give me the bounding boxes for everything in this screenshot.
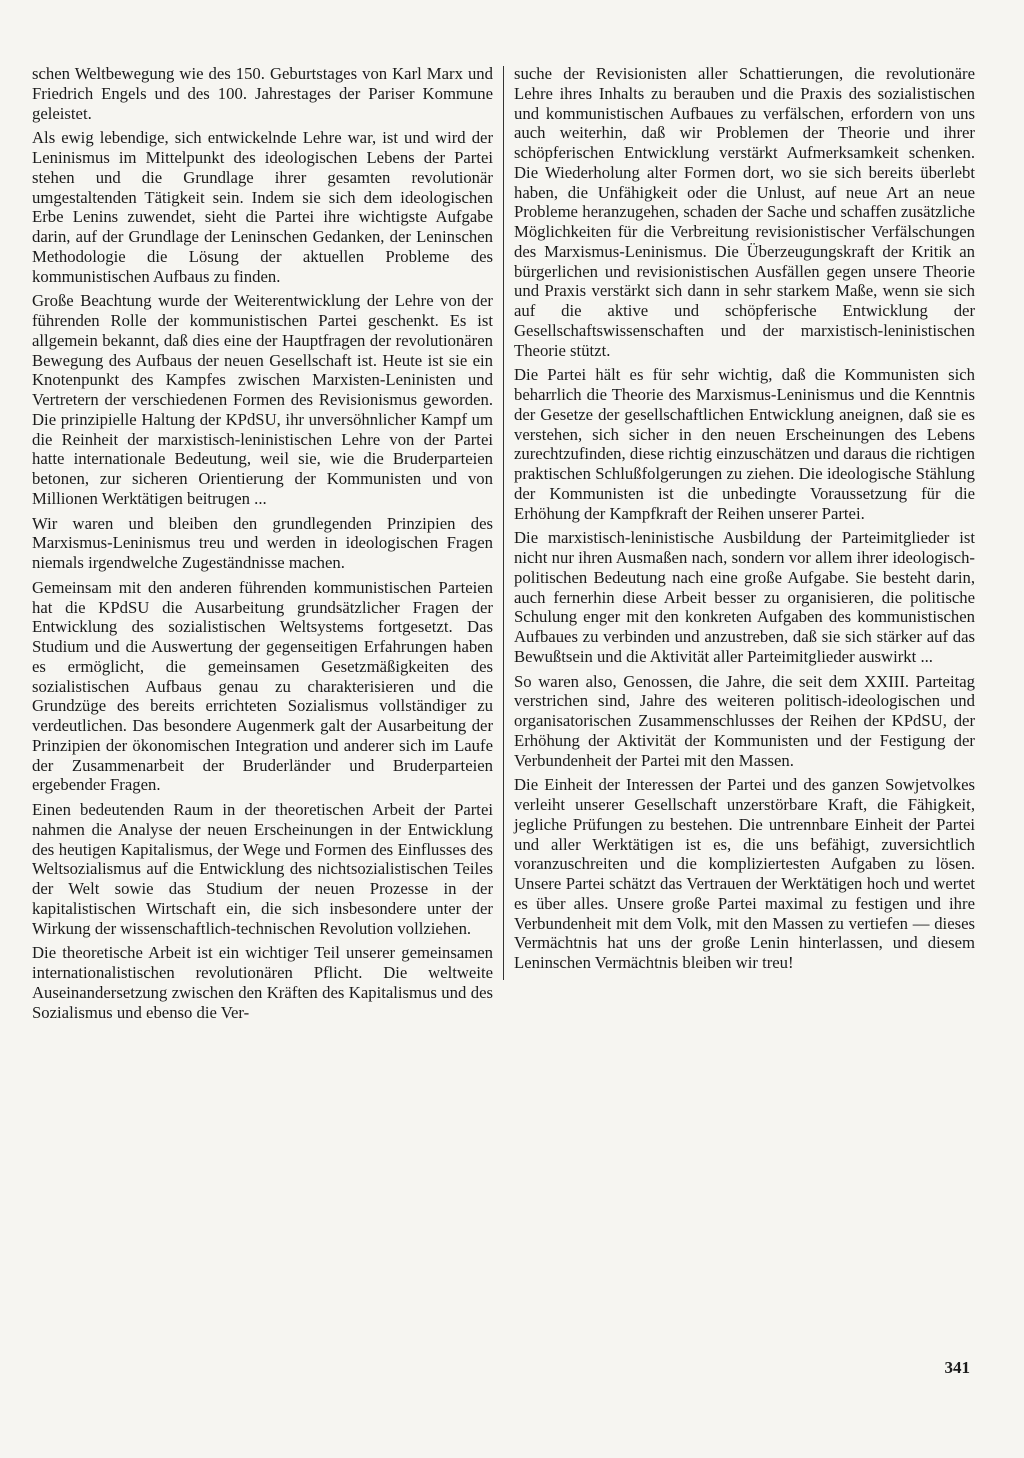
paragraph: Einen bedeutenden Raum in der theoretischen Arbeit der Partei nahmen die Analyse der neuen Erscheinungen in der Entwicklung des heutigen Kapitalismus, der Wege und Formen des Einflusses des Weltsozialismus auf die Entwicklung des nichtsozialistischen Teiles der Welt sowie das Studium der neuen Prozesse in der kapitalistischen Wirtschaft ein, die sich insbesondere unter der Wirkung der wissenschaftlich-technischen Revolution vollziehen. [32,800,493,938]
paragraph: Die Partei hält es für sehr wichtig, daß die Kommunisten sich beharrlich die Theorie des Marxismus-Leninismus und die Kenntnis der Gesetze der gesellschaftlichen Entwicklung aneignen, daß sie es verstehen, sich sicher in den neuen Erscheinungen des Lebens zurechtzufinden, diese richtig einzuschätzen und daraus die richtigen praktischen Schlußfolgerungen zu ziehen. Die ideologische Stählung der Kommunisten ist die unbedingte Voraussetzung für die Erhöhung der Kampfkraft der Reihen unserer Partei. [514,365,975,523]
right-column [514,64,975,978]
paragraph: schen Weltbewegung wie des 150. Geburtstages von Karl Marx und Friedrich Engels und des 100. Jahrestages der Pariser Kommune geleistet. [32,64,493,123]
paragraph: Die marxistisch-leninistische Ausbildung der Parteimitglieder ist nicht nur ihren Ausmaßen nach, sondern vor allem ihrer ideologisch-politischen Bedeutung nach eine große Aufgabe. Sie besteht darin, auch fernerhin diese Arbeit besser zu organisieren, die politische Schulung enger mit den konkreten Aufgaben des kommunistischen Aufbaues zu verbinden und anzustreben, daß sie sich stärker auf das Bewußtsein und die Aktivität aller Parteimitglieder auswirkt ... [514,528,975,666]
paragraph: Die Einheit der Interessen der Partei und des ganzen Sowjetvolkes verleiht unserer Gesellschaft unzerstörbare Kraft, die Fähigkeit, jegliche Prüfungen zu bestehen. Die untrennbare Einheit der Partei und aller Werktätigen ist es, die uns befähigt, zuversichtlich voranzuschreiten und die kompliziertesten Aufgaben zu lösen. Unsere Partei schätzt das Vertrauen der Werktätigen hoch und wertet es über alles. Unsere große Partei maximal zu festigen und ihre Verbundenheit mit dem Volk, mit den Massen zu vertiefen — dieses Vermächtnis hat uns der große Lenin hinterlassen, und diesem Leninschen Vermächtnis bleiben wir treu! [514,775,975,972]
paragraph: Wir waren und bleiben den grundlegenden Prinzipien des Marxismus-Leninismus treu und werden in ideologischen Fragen niemals irgendwelche Zugeständnisse machen. [32,513,493,572]
column-divider [503,66,504,980]
paragraph: Große Beachtung wurde der Weiterentwicklung der Lehre von der führenden Rolle der kommunistischen Partei geschenkt. Es ist allgemein bekannt, daß dies eine der Hauptfragen der revolutionären Bewegung des Aufbaus der neuen Gesellschaft ist. Heute ist sie ein Knotenpunkt des Kampfes zwischen Marxisten-Leninisten und Vertretern der verschiedenen Formen des Revisionismus geworden. Die prinzipielle Haltung der KPdSU, ihr unversöhnlicher Kampf um die Reinheit der marxistisch-leninistischen Lehre von der Partei hatte internationale Bedeutung, weil sie, wie die Bruderparteien betonen, zur sicheren Orientierung der Kommunisten und von Millionen Werktätigen beitrugen ... [32,291,493,508]
paragraph: Als ewig lebendige, sich entwickelnde Lehre war, ist und wird der Leninismus im Mittelpunkt des ideologischen Lebens der Partei stehen und die Grundlage ihrer gesamten revolutionär umgestaltenden Tätigkeit sein. Indem sie sich dem ideologischen Erbe Lenins zuwendet, sieht die Partei ihre wichtigste Aufgabe darin, auf der Grundlage der Leninschen Gedanken, der Leninschen Methodologie die Lösung der aktuellen Probleme des kommunistischen Aufbaus zu finden. [32,128,493,286]
page-number: 341 [944,1358,970,1377]
paragraph: So waren also, Genossen, die Jahre, die seit dem XXIII. Parteitag verstrichen sind, Jahre des weiteren politisch-ideologischen und organisatorischen Zusammenschlusses der Reihen der KPdSU, der Erhöhung der Aktivität der Kommunisten und der Festigung der Verbundenheit der Partei mit den Massen. [514,671,975,770]
paragraph: Die theoretische Arbeit ist ein wichtiger Teil unserer gemeinsamen internationalistischen revolutionären Pflicht. Die weltweite Auseinandersetzung zwischen den Kräften des Kapitalismus und des Sozialismus und ebenso die Ver- [32,943,493,1022]
left-column [32,64,493,1027]
paragraph: suche der Revisionisten aller Schattierungen, die revolutionäre Lehre ihres Inhalts zu berauben und die Praxis des sozialistischen und kommunistischen Aufbaues zu verfälschen, erfordern von uns auch weiterhin, daß wir Problemen der Theorie und ihrer schöpferischen Entwicklung verstärkt Aufmerksamkeit schenken. Die Wiederholung alter Formen dort, wo sie sich bereits überlebt haben, die Unfähigkeit oder die Unlust, auf neue Art an neue Probleme heranzugehen, schaden der Sache und schaffen zusätzliche Möglichkeiten für die Verbreitung revisionistischer Verfälschungen des Marxismus-Leninismus. Die Überzeugungskraft der Kritik an bürgerlichen und revisionistischen Ausfällen gegen unsere Theorie und Praxis verstärkt sich dann in sehr starkem Maße, wenn sie sich auf die aktive und schöpferische Entwicklung der Gesellschaftswissenschaften und der marxistisch-leninistischen Theorie stützt. [514,64,975,360]
paragraph: Gemeinsam mit den anderen führenden kommunistischen Parteien hat die KPdSU die Ausarbeitung grundsätzlicher Fragen der Entwicklung des sozialistischen Weltsystems fortgesetzt. Das Studium und die Auswertung der gegenseitigen Erfahrungen haben es ermöglicht, die gemeinsamen Gesetzmäßigkeiten des sozialistischen Aufbaus genau zu charakterisieren und die Grundzüge des bereits errichteten Sozialismus vollständiger zu verdeutlichen. Das besondere Augenmerk galt der Ausarbeitung der Prinzipien der ökonomischen Integration und anderer sich im Laufe der Zusammenarbeit der Bruderländer und Bruderparteien ergebender Fragen. [32,577,493,795]
